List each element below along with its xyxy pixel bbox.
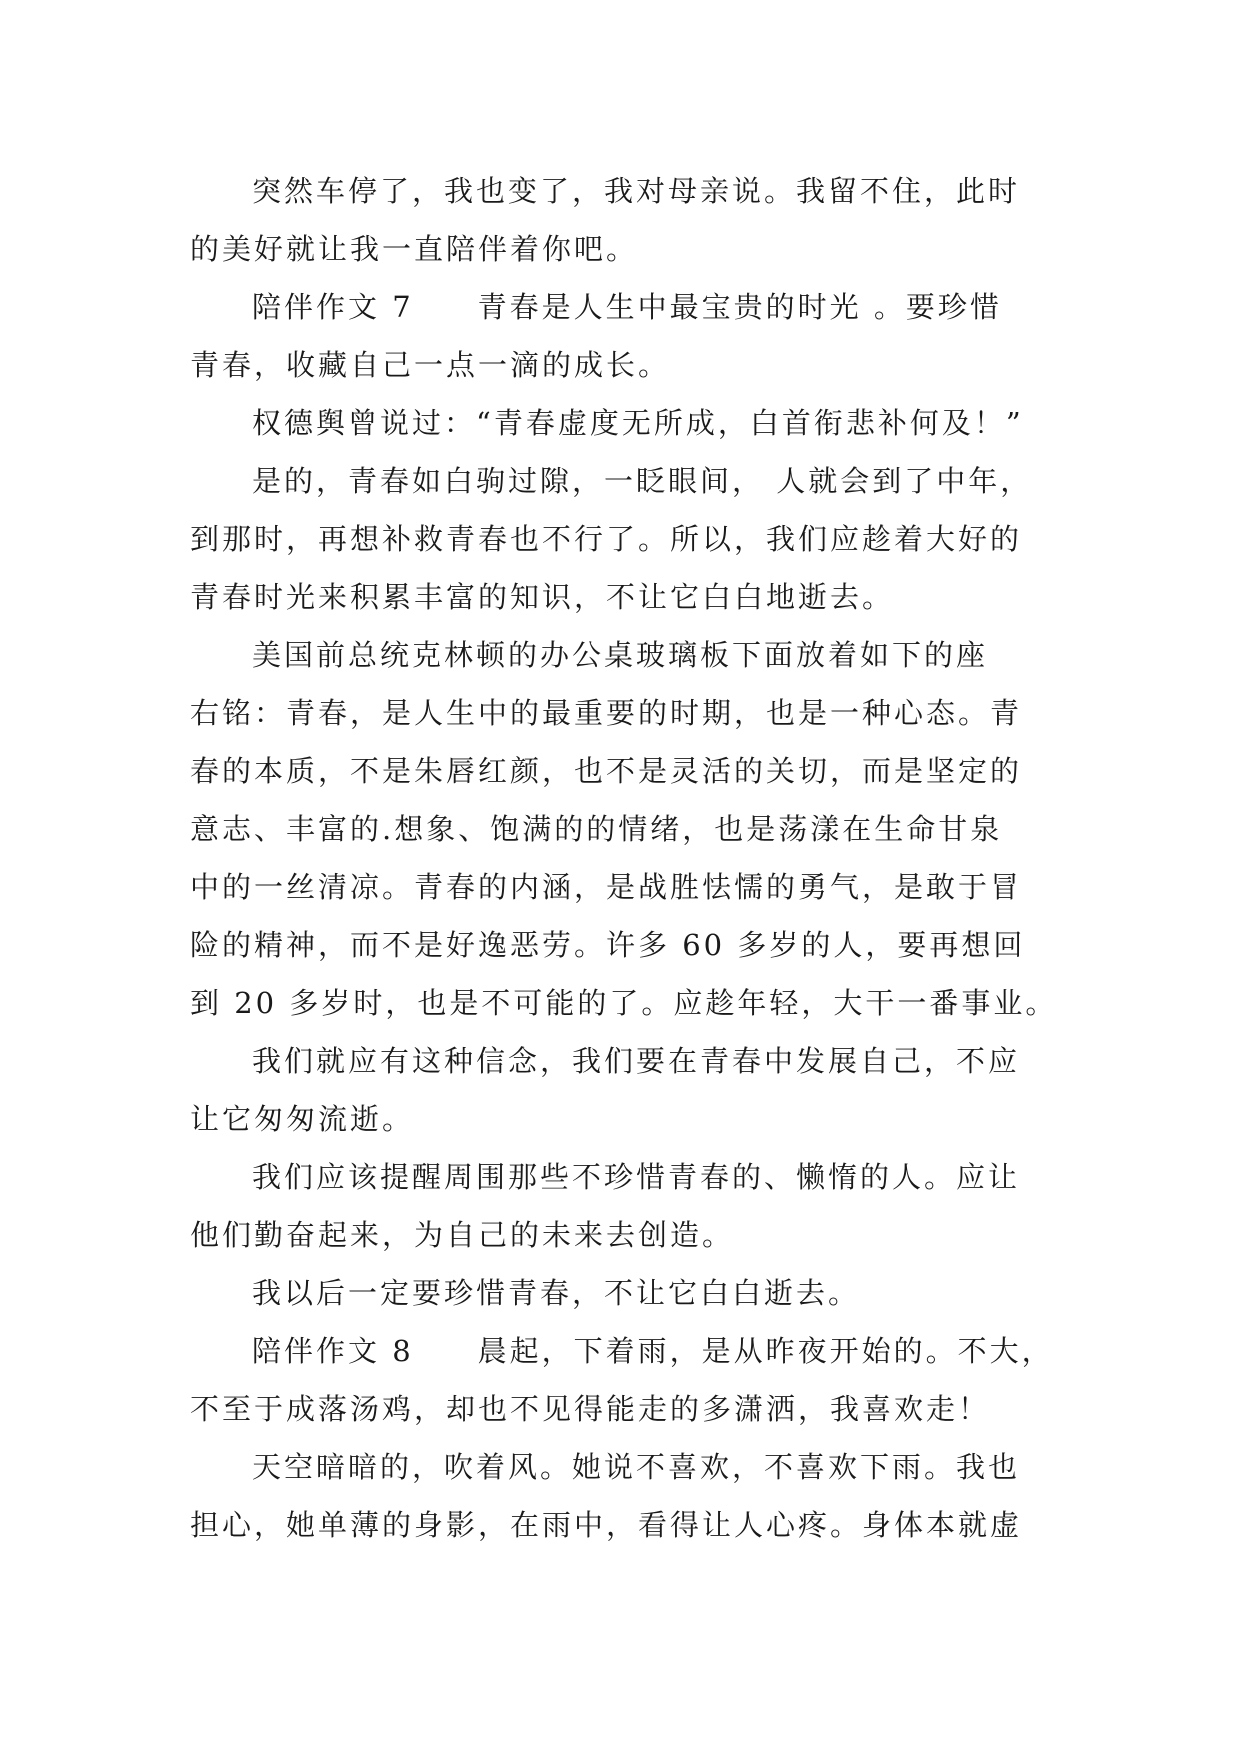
document-body <box>190 162 1060 1554</box>
text-line: 是的，青春如白驹过隙，一眨眼间， 人就会到了中年， <box>252 464 1033 498</box>
text-line: 陪伴作文 8 晨起，下着雨，是从昨夜开始的。不大， <box>252 1334 1054 1368</box>
paragraph-2 <box>190 278 1060 394</box>
text-line: 的美好就让我一直陪伴着你吧。 <box>190 232 639 266</box>
text-line: 我们应该提醒周围那些不珍惜青春的、懒惰的人。应让 <box>252 1160 1021 1194</box>
text-line: 美国前总统克林顿的办公桌玻璃板下面放着如下的座 <box>252 638 989 672</box>
text-line: 青春时光来积累丰富的知识，不让它白白地逝去。 <box>190 580 895 614</box>
text-line: 权德舆曾说过：“青春虚度无所成，白首衔悲补何及！” <box>252 406 1024 440</box>
text-line: 险的精神，而不是好逸恶劳。许多 60 多岁的人，要再想回 <box>190 928 1026 962</box>
text-line: 到 20 多岁时，也是不可能的了。应趁年轻，大干一番事业。 <box>190 986 1058 1020</box>
paragraph-4 <box>190 452 1060 626</box>
text-line: 天空暗暗的，吹着风。她说不喜欢，不喜欢下雨。我也 <box>252 1450 1021 1484</box>
paragraph-6 <box>190 1032 1060 1148</box>
paragraph-9 <box>190 1322 1060 1438</box>
paragraph-8 <box>190 1264 1060 1322</box>
text-line: 我以后一定要珍惜青春，不让它白白逝去。 <box>252 1276 861 1310</box>
text-line: 春的本质，不是朱唇红颜，也不是灵活的关切，而是坚定的 <box>190 754 1023 788</box>
text-line: 到那时，再想补救青春也不行了。所以，我们应趁着大好的 <box>190 522 1023 556</box>
paragraph-5 <box>190 626 1060 1032</box>
paragraph-7 <box>190 1148 1060 1264</box>
text-line: 陪伴作文 7 青春是人生中最宝贵的时光 。要珍惜 <box>252 290 1002 324</box>
text-line: 我们就应有这种信念，我们要在青春中发展自己，不应 <box>252 1044 1021 1078</box>
text-line: 不至于成落汤鸡，却也不见得能走的多潇洒，我喜欢走！ <box>190 1392 991 1426</box>
text-line: 他们勤奋起来，为自己的未来去创造。 <box>190 1218 735 1252</box>
text-line: 中的一丝清凉。青春的内涵，是战胜怯懦的勇气，是敢于冒 <box>190 870 1023 904</box>
paragraph-10 <box>190 1438 1060 1554</box>
text-line: 右铭：青春，是人生中的最重要的时期，也是一种心态。青 <box>190 696 1023 730</box>
text-line: 让它匆匆流逝。 <box>190 1102 415 1136</box>
text-line: 意志、丰富的.想象、饱满的的情绪，也是荡漾在生命甘泉 <box>190 812 1003 846</box>
paragraph-3 <box>190 394 1060 452</box>
text-line: 突然车停了，我也变了，我对母亲说。我留不住，此时 <box>252 174 1021 208</box>
text-line: 青春，收藏自己一点一滴的成长。 <box>190 348 671 382</box>
text-line: 担心，她单薄的身影，在雨中，看得让人心疼。身体本就虚 <box>190 1508 1023 1542</box>
paragraph-1 <box>190 162 1060 278</box>
